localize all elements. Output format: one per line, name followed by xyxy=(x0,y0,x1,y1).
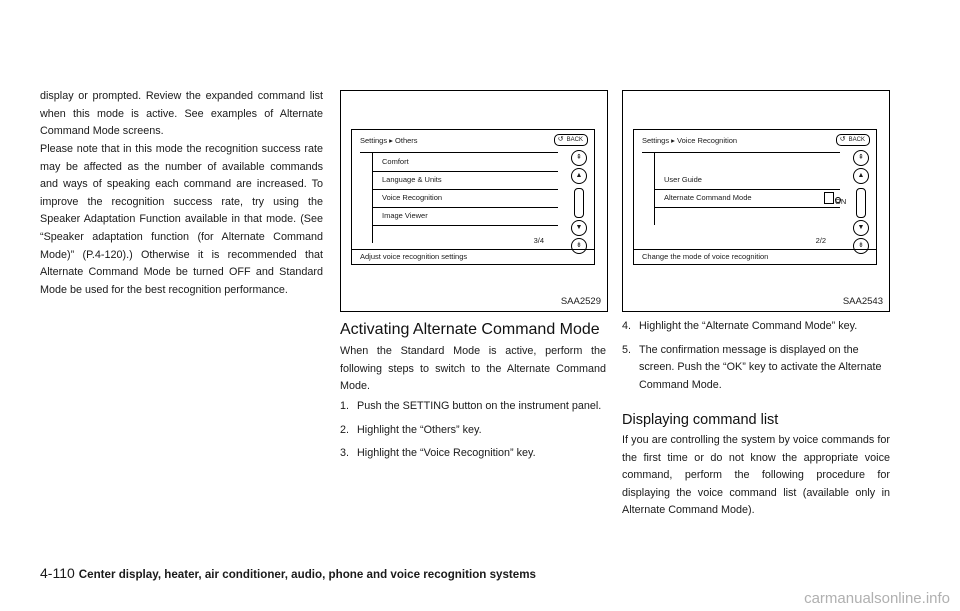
step-item: 3. Highlight the “Voice Recognition” key. xyxy=(340,447,536,460)
steps-list xyxy=(340,398,606,469)
scrollbar-track[interactable] xyxy=(574,188,584,218)
figure-code: SAA2543 xyxy=(842,296,883,307)
step-item: 5. The confirmation message is displayed on the screen. Push the “OK” key to activate the Alternate Command Mode. xyxy=(622,343,882,391)
scroll-up-icon[interactable]: ▲ xyxy=(571,168,587,184)
scroll-up-icon[interactable]: ▲ xyxy=(853,168,869,184)
list-item[interactable]: Language & Units xyxy=(372,171,558,190)
back-label: BACK xyxy=(566,137,583,143)
status-bar: Adjust voice recognition settings xyxy=(352,249,594,264)
page-down-icon[interactable]: ⇟ xyxy=(853,238,869,254)
list-item[interactable]: Comfort xyxy=(372,153,558,172)
scroll-down-icon[interactable]: ▼ xyxy=(853,220,869,236)
figure-settings-others xyxy=(340,90,608,312)
list-item[interactable]: User Guide xyxy=(654,171,840,190)
menu-list xyxy=(360,152,558,250)
figure-voice-recognition xyxy=(622,90,890,312)
menu-list xyxy=(642,152,847,250)
scrollbar-track[interactable] xyxy=(856,188,866,218)
back-label: BACK xyxy=(848,137,865,143)
screen-title: Settings ▸ Voice Recognition xyxy=(642,136,738,145)
screen-voice-recognition xyxy=(633,129,877,265)
steps-list xyxy=(622,318,890,400)
screen-settings-others xyxy=(351,129,595,265)
list-item[interactable]: Voice Recognition xyxy=(372,189,558,208)
scroll-down-icon[interactable]: ▼ xyxy=(571,220,587,236)
list-item-empty xyxy=(372,225,558,243)
step-item: 4. Highlight the “Alternate Command Mode” key. xyxy=(622,320,858,332)
subsection-paragraph: If you are controlling the system by voice commands for the first time or do not know the appropriate voice command, perform the following procedure for displaying the voice command list (available only in Alternate Command Mode). xyxy=(622,434,890,517)
footer-title: Center display, heater, air conditioner, audio, phone and voice recognition systems xyxy=(78,568,536,581)
page-indicator: 3/4 xyxy=(533,236,544,245)
list-item-empty xyxy=(654,207,840,225)
back-arrow-icon: ↺ xyxy=(557,136,564,143)
page-number: 4-110 xyxy=(40,565,75,581)
step-item: 1. Push the SETTING button on the instrument panel. xyxy=(340,400,602,412)
list-item-empty xyxy=(654,153,840,171)
list-item[interactable]: Alternate Command Mode ON xyxy=(654,189,840,208)
section-intro: When the Standard Mode is active, perform the following steps to switch to the Alternate Command Mode. xyxy=(340,345,606,393)
screen-title: Settings ▸ Others xyxy=(360,136,418,145)
page-up-icon[interactable]: ⇞ xyxy=(853,150,869,166)
list-item[interactable]: Image Viewer xyxy=(372,207,558,226)
figure-code: SAA2529 xyxy=(560,296,601,307)
recognition-note-paragraph: Please note that in this mode the recognition success rate may be affected as the number of available commands and ways of speaking each command are increased. To improve the recognition success rate, try using the Speaker Adaptation Function available in that mode. (See “Speaker adaptation function (for Alternate Command Mode)” (P.4-120).) Otherwise it is recommended that Alternate Command Mode be turned OFF and Standard Mode be used for the best recognition performance. xyxy=(40,143,323,296)
back-button[interactable] xyxy=(836,134,870,146)
subsection-heading: Displaying command list xyxy=(622,412,779,428)
section-heading: Activating Alternate Command Mode xyxy=(340,321,600,338)
back-button[interactable] xyxy=(554,134,588,146)
page-indicator: 2/2 xyxy=(815,236,826,245)
status-bar: Change the mode of voice recognition xyxy=(634,249,876,264)
page-footer xyxy=(40,565,536,581)
watermark: carmanualsonline.info xyxy=(804,590,950,607)
back-arrow-icon: ↺ xyxy=(839,136,846,143)
mode-toggle[interactable]: ON xyxy=(824,192,834,204)
step-item: 2. Highlight the “Others” key. xyxy=(340,423,482,436)
intro-paragraph: display or prompted. Review the expanded command list when this mode is active. See examples of Alternate Command Mode screens. xyxy=(40,90,323,138)
page-down-icon[interactable]: ⇟ xyxy=(571,238,587,254)
page-up-icon[interactable]: ⇞ xyxy=(571,150,587,166)
